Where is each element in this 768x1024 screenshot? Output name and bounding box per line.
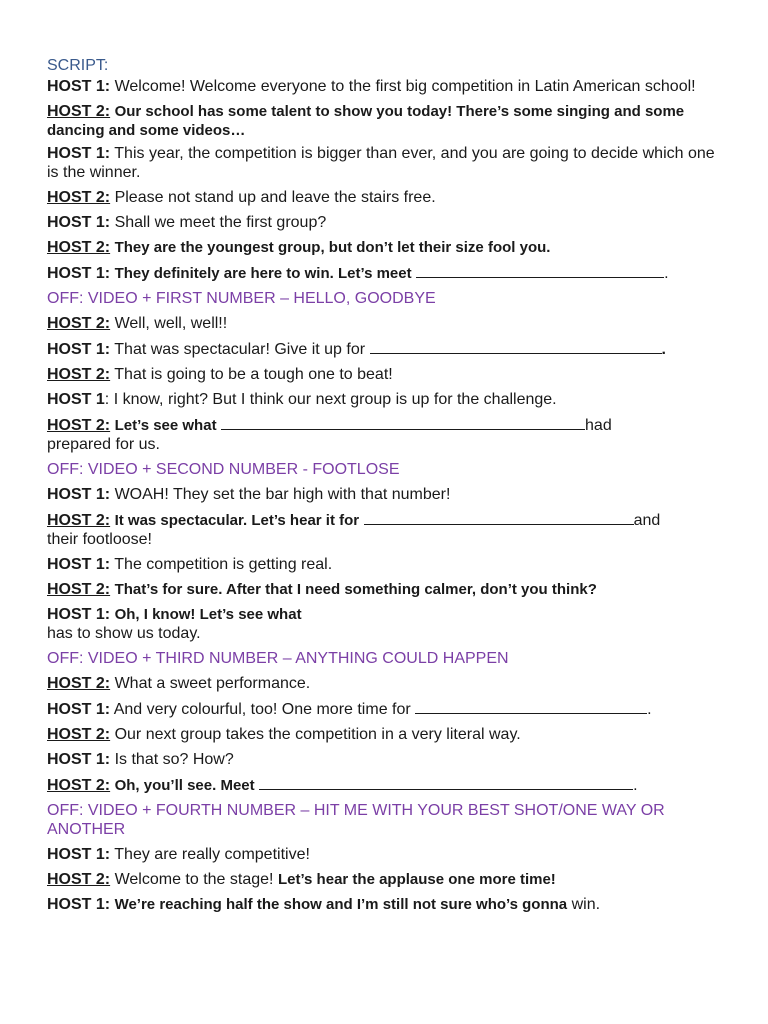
dialogue-text: Is that so? How? (114, 751, 234, 768)
dialogue-line (47, 674, 727, 693)
dialogue-line (47, 415, 727, 454)
dialogue-text: Welcome! Welcome everyone to the first big competition in Latin American school! (114, 78, 696, 95)
off-cue: OFF: VIDEO + SECOND NUMBER - FOOTLOSE (47, 461, 400, 478)
dialogue-continuation: prepared for us. (47, 436, 160, 453)
dialogue-continuation: their footloose! (47, 531, 152, 548)
speaker-label: HOST 1: (47, 751, 111, 768)
dialogue-text: Our next group takes the competition in a very literal way. (114, 726, 521, 743)
speaker-label: HOST 2: (47, 239, 111, 256)
dialogue-text: Let’s see what (114, 417, 217, 434)
speaker-label: HOST 2: (47, 581, 111, 598)
dialogue-line (47, 213, 727, 232)
speaker-label: HOST 2: (47, 777, 111, 794)
dialogue-text: And very colourful, too! One more time for (113, 701, 411, 718)
speaker-label: HOST 1: (47, 341, 111, 358)
dialogue-text: Oh, you’ll see. Meet (114, 777, 255, 794)
dialogue-line (47, 699, 727, 719)
dialogue-line (47, 555, 727, 574)
off-cue: OFF: VIDEO + THIRD NUMBER – ANYTHING COULD HAPPEN (47, 650, 509, 667)
speaker-label: HOST 1: (47, 265, 111, 282)
dialogue-text: Shall we meet the first group? (114, 214, 327, 231)
dialogue-text: We’re reaching half the show and I’m still not sure who’s gonna (114, 896, 568, 913)
dialogue-continuation: has to show us today. (47, 625, 201, 642)
dialogue-text: That was spectacular! Give it up for (114, 341, 366, 358)
dialogue-text: They are the youngest group, but don’t let their size fool you. (114, 239, 551, 256)
dialogue-line (47, 605, 727, 643)
dialogue-line (47, 77, 727, 96)
speaker-label: HOST 2: (47, 315, 111, 332)
dialogue-text: Welcome to the stage! (114, 871, 274, 888)
dialogue-text: It was spectacular. Let’s hear it for (114, 512, 360, 529)
off-cue: OFF: VIDEO + FIRST NUMBER – HELLO, GOODBYE (47, 290, 436, 307)
speaker-label: HOST 1: (47, 556, 111, 573)
speaker-label: HOST 1: (47, 701, 111, 718)
speaker-label: HOST 2: (47, 417, 111, 434)
dialogue-line (47, 725, 727, 744)
dialogue-line (47, 365, 727, 384)
dialogue-line (47, 339, 727, 359)
dialogue-text: This year, the competition is bigger than ever, and you are going to decide which one is the winner. (47, 145, 715, 181)
fill-in-blank[interactable] (415, 699, 647, 714)
speaker-label: HOST 2: (47, 871, 111, 888)
speaker-label: HOST 2: (47, 103, 111, 120)
dialogue-text: Oh, I know! Let’s see what (114, 606, 302, 623)
fill-in-blank[interactable] (259, 775, 633, 790)
speaker-label: HOST 2: (47, 726, 111, 743)
speaker-label: HOST 2: (47, 512, 111, 529)
speaker-label: HOST 2: (47, 189, 111, 206)
dialogue-text: They definitely are here to win. Let’s meet (114, 265, 412, 282)
dialogue-text-after: had (585, 417, 612, 434)
dialogue-line (47, 485, 727, 504)
line-end-punctuation: . (661, 341, 666, 358)
speaker-label: HOST 1: (47, 486, 111, 503)
script-body (47, 56, 727, 920)
script-heading: SCRIPT: (47, 57, 109, 74)
dialogue-text: They are really competitive! (114, 846, 310, 863)
line-end-punctuation: . (647, 701, 652, 718)
dialogue-line (47, 314, 727, 333)
speaker-label: HOST 1: (47, 78, 111, 95)
dialogue-line (47, 775, 727, 795)
dialogue-text: : I know, right? But I think our next group is up for the challenge. (104, 391, 557, 408)
dialogue-text: Well, well, well!! (114, 315, 228, 332)
speaker-label: HOST 1: (47, 896, 111, 913)
dialogue-line (47, 510, 727, 549)
dialogue-line (47, 238, 727, 257)
speaker-label: HOST 2: (47, 366, 111, 383)
fill-in-blank[interactable] (221, 415, 585, 430)
dialogue-text: That is going to be a tough one to beat! (114, 366, 393, 383)
dialogue-text-after: and (633, 512, 661, 529)
dialogue-text: WOAH! They set the bar high with that number! (114, 486, 451, 503)
speaker-label: HOST 1: (47, 145, 111, 162)
dialogue-line (47, 188, 727, 207)
dialogue-text: What a sweet performance. (114, 675, 311, 692)
line-end-punctuation: . (664, 265, 669, 282)
speaker-label: HOST 1 (47, 391, 105, 408)
dialogue-line (47, 263, 727, 283)
dialogue-text: That’s for sure. After that I need something calmer, don’t you think? (114, 581, 597, 598)
dialogue-line (47, 895, 727, 914)
dialogue-text: The competition is getting real. (114, 556, 333, 573)
fill-in-blank[interactable] (416, 263, 664, 278)
speaker-label: HOST 1: (47, 606, 111, 623)
fill-in-blank[interactable] (370, 339, 662, 354)
dialogue-line (47, 750, 727, 769)
dialogue-text: Please not stand up and leave the stairs free. (114, 189, 436, 206)
dialogue-line (47, 580, 727, 599)
dialogue-text-bold: Let’s hear the applause one more time! (277, 871, 556, 888)
speaker-label: HOST 1: (47, 214, 111, 231)
dialogue-line (47, 390, 727, 409)
speaker-label: HOST 1: (47, 846, 111, 863)
dialogue-line (47, 144, 727, 182)
dialogue-text-end: win. (571, 896, 601, 913)
dialogue-line (47, 870, 727, 889)
off-cue: OFF: VIDEO + FOURTH NUMBER – HIT ME WITH YOUR BEST SHOT/ONE WAY OR ANOTHER (47, 802, 665, 838)
speaker-label: HOST 2: (47, 675, 111, 692)
dialogue-line (47, 102, 727, 140)
line-end-punctuation: . (633, 777, 638, 794)
dialogue-text: Our school has some talent to show you today! There’s some singing and some dancing and some videos… (47, 103, 685, 139)
fill-in-blank[interactable] (364, 510, 634, 525)
dialogue-line (47, 845, 727, 864)
